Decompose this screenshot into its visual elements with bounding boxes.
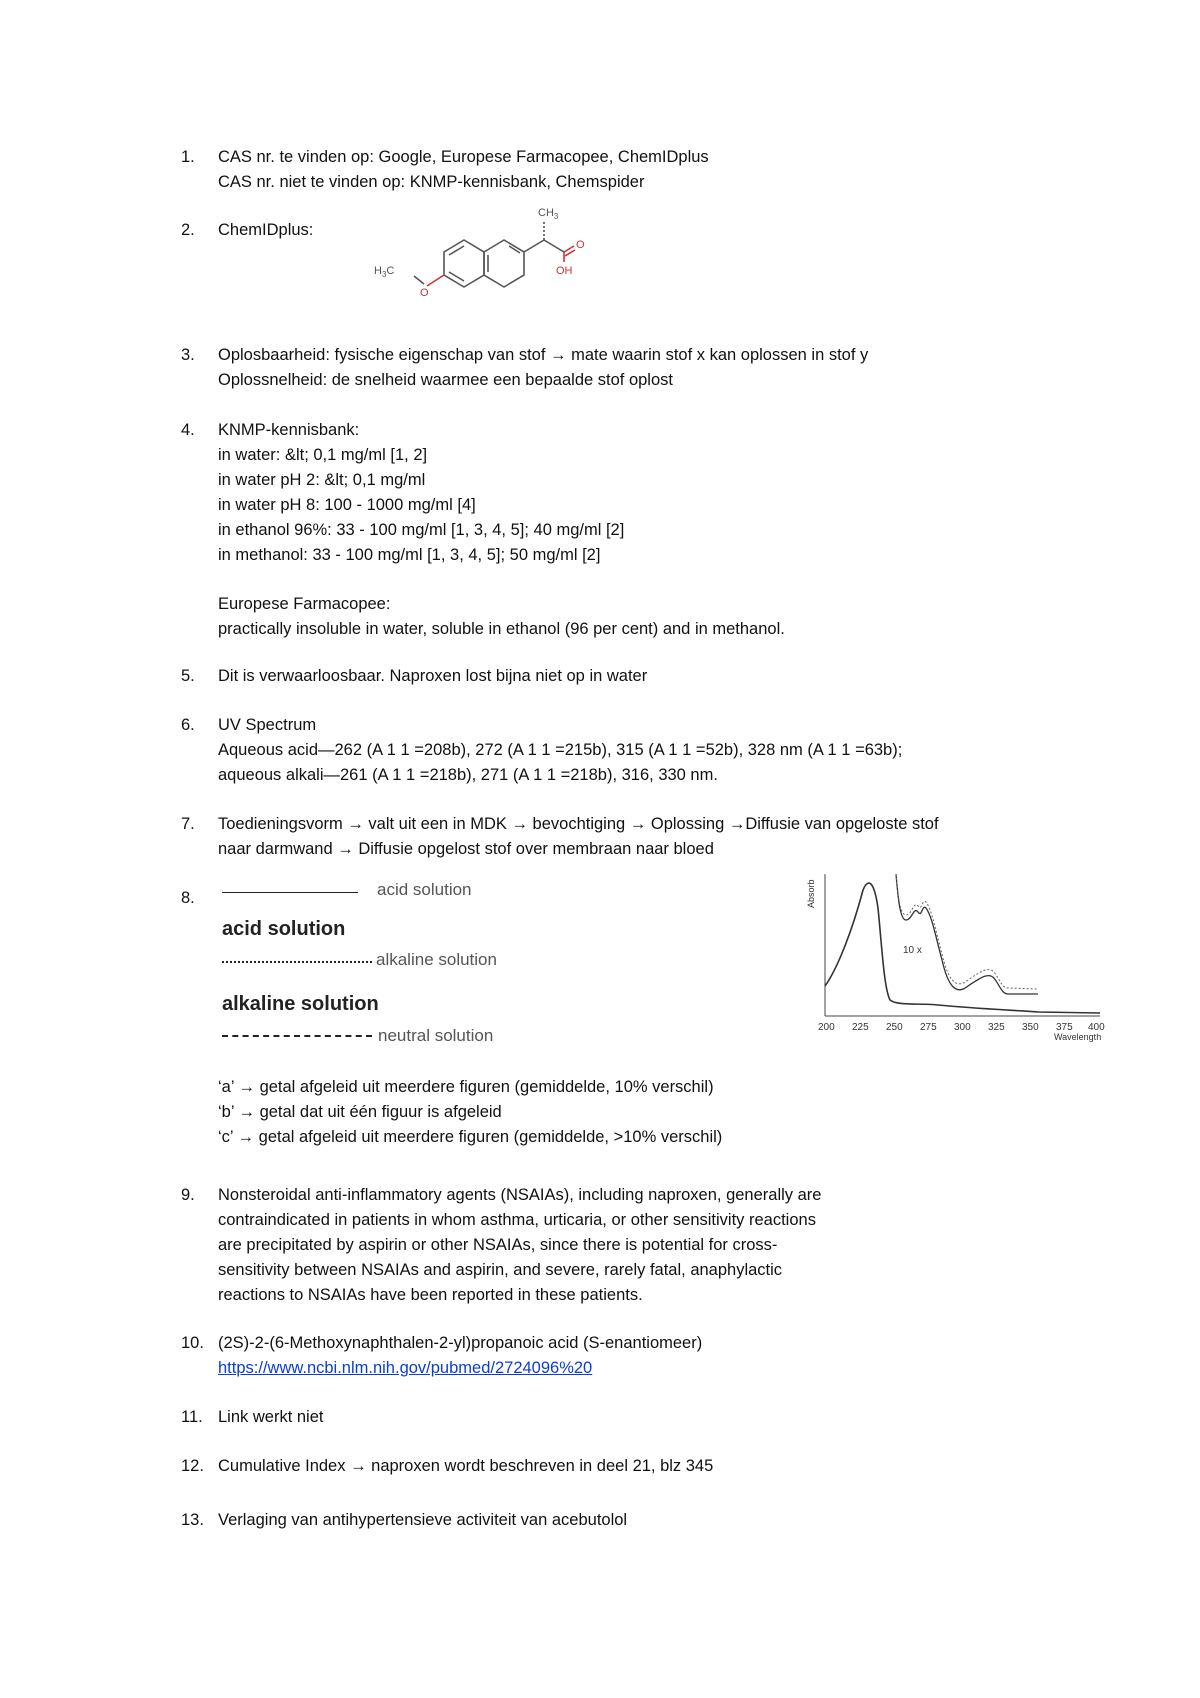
item-line: Link werkt niet bbox=[218, 1408, 324, 1426]
item-line: naar darmwand → Diffusie opgelost stof over membraan naar bloed bbox=[218, 840, 714, 858]
item-line: in methanol: 33 - 100 mg/ml [1, 3, 4, 5]; 50 mg/ml [2] bbox=[218, 546, 601, 564]
x-tick-label: 225 bbox=[852, 1022, 869, 1033]
note-line: ‘c’ → getal afgeleid uit meerdere figuren (gemiddelde, >10% verschil) bbox=[218, 1128, 723, 1146]
pubmed-link[interactable]: https://www.ncbi.nlm.nih.gov/pubmed/2724096%20 bbox=[218, 1359, 593, 1377]
ch3-label: $CH_3$ bbox=[538, 207, 559, 221]
item-line: UV Spectrum bbox=[218, 716, 317, 734]
item-number: 10. bbox=[181, 1334, 204, 1352]
item-number: 6. bbox=[181, 716, 195, 734]
item-line: Nonsteroidal anti-inflammatory agents (NSAIAs), including naproxen, generally are bbox=[218, 1186, 822, 1204]
item-number: 4. bbox=[181, 421, 195, 439]
item-number: 9. bbox=[181, 1186, 195, 1204]
item-line: sensitivity between NSAIAs and aspirin, and severe, rarely fatal, anaphylactic bbox=[218, 1261, 783, 1279]
item-line: Dit is verwaarloosbaar. Naproxen lost bijna niet op in water bbox=[218, 667, 648, 685]
item-line: are precipitated by aspirin or other NSAIAs, since there is potential for cross- bbox=[218, 1236, 778, 1254]
y-axis-label: Absorb bbox=[806, 879, 816, 908]
footnotes bbox=[218, 1075, 722, 1150]
item-line: Toedieningsvorm → valt uit een in MDK → bevochtiging → Oplossing →Diffusie van opgeloste stof bbox=[218, 815, 939, 833]
item-line: (2S)-2-(6-Methoxynaphthalen-2-yl)propanoic acid (S-enantiomeer) bbox=[218, 1334, 703, 1352]
note-line: ‘a’ → getal afgeleid uit meerdere figuren (gemiddelde, 10% verschil) bbox=[218, 1078, 714, 1096]
blank-line bbox=[218, 568, 785, 592]
legend-acid-small: acid solution bbox=[377, 880, 472, 899]
uv-spectrum-plot bbox=[808, 868, 1114, 1042]
item-number: 1. bbox=[181, 148, 195, 166]
item-line: in water pH 2: &lt; 0,1 mg/ml bbox=[218, 471, 426, 489]
spectrum-legend bbox=[222, 870, 542, 1046]
item-line: aqueous alkali—261 (A 1 1 =218b), 271 (A 1 1 =218b), 316, 330 nm. bbox=[218, 766, 718, 784]
item-line: Europese Farmacopee: bbox=[218, 595, 391, 613]
item-line: CAS nr. niet te vinden op: KNMP-kennisbank, Chemspider bbox=[218, 173, 645, 191]
x-tick-label: 350 bbox=[1022, 1022, 1039, 1033]
item-number: 13. bbox=[181, 1511, 204, 1529]
x-tick-label: 200 bbox=[818, 1022, 835, 1033]
x-tick-label: 300 bbox=[954, 1022, 971, 1033]
item-number: 7. bbox=[181, 815, 195, 833]
item-number: 12. bbox=[181, 1457, 204, 1475]
item-line: CAS nr. te vinden op: Google, Europese Farmacopee, ChemIDplus bbox=[218, 148, 709, 166]
item-line: in water pH 8: 100 - 1000 mg/ml [4] bbox=[218, 496, 476, 514]
item-number: 5. bbox=[181, 667, 195, 685]
x-tick-label: 275 bbox=[920, 1022, 937, 1033]
note-line: ‘b’ → getal dat uit één figuur is afgeleid bbox=[218, 1103, 502, 1121]
item-line: Verlaging van antihypertensieve activiteit van acebutolol bbox=[218, 1511, 628, 1529]
carbonyl-o-label: O bbox=[576, 239, 585, 251]
ether-o-label: O bbox=[420, 287, 429, 299]
solid-line-swatch bbox=[222, 892, 358, 893]
item-number: 8. bbox=[181, 889, 195, 907]
dotted-line-swatch bbox=[222, 961, 372, 963]
x-tick-label: 400 bbox=[1088, 1022, 1105, 1033]
item-number: 2. bbox=[181, 221, 195, 239]
item-line: KNMP-kennisbank: bbox=[218, 421, 360, 439]
x-tick-label: 375 bbox=[1056, 1022, 1073, 1033]
legend-acid-big: acid solution bbox=[222, 918, 346, 940]
item-line: ChemIDplus: bbox=[218, 221, 314, 239]
item-line: in water: &lt; 0,1 mg/ml [1, 2] bbox=[218, 446, 428, 464]
item-line: Cumulative Index → naproxen wordt beschreven in deel 21, blz 345 bbox=[218, 1457, 714, 1475]
methyl-label: $H_3C$ bbox=[374, 265, 395, 279]
scale-annotation: 10 x bbox=[903, 945, 922, 956]
hydroxyl-label: OH bbox=[556, 265, 573, 277]
legend-alkaline-small: alkaline solution bbox=[376, 950, 497, 969]
item-line: in ethanol 96%: 33 - 100 mg/ml [1, 3, 4, 5]; 40 mg/ml [2] bbox=[218, 521, 625, 539]
item-line: contraindicated in patients in whom asthma, urticaria, or other sensitivity reactions bbox=[218, 1211, 816, 1229]
legend-alkaline-big: alkaline solution bbox=[222, 993, 379, 1015]
x-axis-label: Wavelength bbox=[1054, 1032, 1102, 1042]
item-number: 3. bbox=[181, 346, 195, 364]
item-line: practically insoluble in water, soluble in ethanol (96 per cent) and in methanol. bbox=[218, 620, 785, 638]
item-line: reactions to NSAIAs have been reported in these patients. bbox=[218, 1286, 643, 1304]
item-line: Oplosbaarheid: fysische eigenschap van stof → mate waarin stof x kan oplossen in stof y bbox=[218, 346, 869, 364]
item-number: 11. bbox=[181, 1408, 203, 1426]
dashed-line-swatch bbox=[222, 1035, 372, 1037]
item-line: Oplossnelheid: de snelheid waarmee een bepaalde stof oplost bbox=[218, 371, 673, 389]
x-tick-label: 325 bbox=[988, 1022, 1005, 1033]
legend-neutral: neutral solution bbox=[378, 1026, 494, 1045]
item-line: Aqueous acid—262 (A 1 1 =208b), 272 (A 1 1 =215b), 315 (A 1 1 =52b), 328 nm (A 1 1 =63b); bbox=[218, 741, 903, 759]
x-tick-label: 250 bbox=[886, 1022, 903, 1033]
naproxen-structure bbox=[372, 200, 652, 310]
